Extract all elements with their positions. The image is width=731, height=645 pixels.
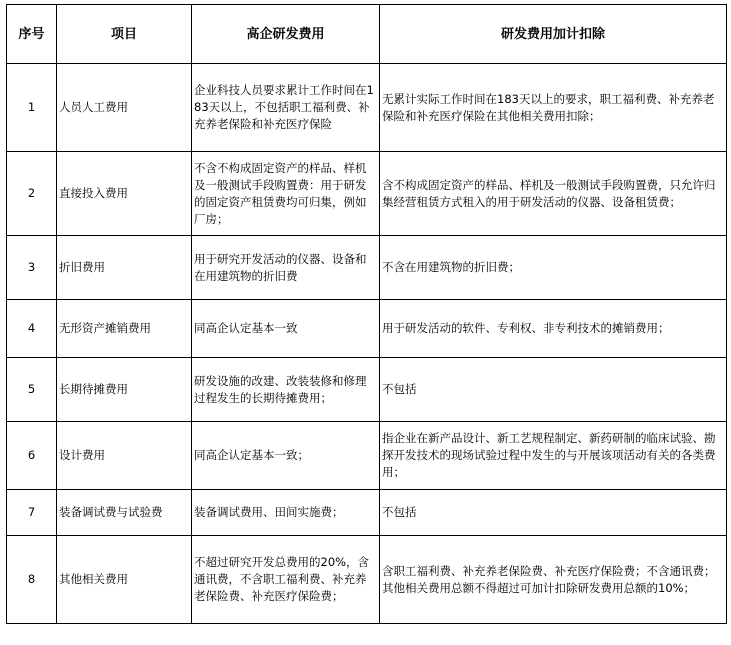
table-row (7, 300, 727, 358)
header-jiaji: 研发费用加计扣除 (380, 5, 727, 64)
row-item: 长期待摊费用 (57, 358, 192, 422)
row-number: 8 (7, 536, 57, 624)
row-jiaji: 用于研发活动的软件、专利权、非专利技术的摊销费用； (380, 300, 727, 358)
row-item: 无形资产摊销费用 (57, 300, 192, 358)
header-item: 项目 (57, 5, 192, 64)
row-jiaji: 不包括 (380, 358, 727, 422)
row-number: 4 (7, 300, 57, 358)
row-gaoqi: 装备调试费用、田间实施费； (192, 490, 380, 536)
row-gaoqi: 不含不构成固定资产的样品、样机及一般测试手段购置费：用于研发的固定资产租赁费均可归集，例如厂房； (192, 152, 380, 236)
row-gaoqi: 同高企认定基本一致； (192, 422, 380, 490)
table-row (7, 236, 727, 300)
header-row (7, 5, 727, 64)
table-row (7, 422, 727, 490)
header-no: 序号 (7, 5, 57, 64)
table-row (7, 536, 727, 624)
row-number: 7 (7, 490, 57, 536)
row-gaoqi: 用于研究开发活动的仪器、设备和在用建筑物的折旧费 (192, 236, 380, 300)
row-jiaji: 不含在用建筑物的折旧费； (380, 236, 727, 300)
header-gaoqi: 高企研发费用 (192, 5, 380, 64)
row-jiaji: 含不构成固定资产的样品、样机及一般测试手段购置费，只允许归集经营租赁方式租入的用于研发活动的仪器、设备租赁费； (380, 152, 727, 236)
row-gaoqi: 企业科技人员要求累计工作时间在183天以上，不包括职工福利费、补充养老保险和补充医疗保险 (192, 64, 380, 152)
row-gaoqi: 同高企认定基本一致 (192, 300, 380, 358)
row-item: 其他相关费用 (57, 536, 192, 624)
row-gaoqi: 研发设施的改建、改装装修和修理过程发生的长期待摊费用； (192, 358, 380, 422)
row-gaoqi: 不超过研究开发总费用的20%，含通讯费，不含职工福利费、补充养老保险费、补充医疗保险费； (192, 536, 380, 624)
row-number: 5 (7, 358, 57, 422)
row-number: 3 (7, 236, 57, 300)
row-jiaji: 指企业在新产品设计、新工艺规程制定、新药研制的临床试验、勘探开发技术的现场试验过程中发生的与开展该项活动有关的各类费用； (380, 422, 727, 490)
row-number: 1 (7, 64, 57, 152)
row-item: 直接投入费用 (57, 152, 192, 236)
table-row (7, 152, 727, 236)
row-item: 装备调试费与试验费 (57, 490, 192, 536)
table-row (7, 358, 727, 422)
table-row (7, 64, 727, 152)
row-jiaji: 不包括 (380, 490, 727, 536)
row-jiaji: 无累计实际工作时间在183天以上的要求，职工福利费、补充养老保险和补充医疗保险在其他相关费用扣除； (380, 64, 727, 152)
table-row (7, 490, 727, 536)
row-item: 人员人工费用 (57, 64, 192, 152)
row-number: 6 (7, 422, 57, 490)
comparison-table (6, 4, 727, 624)
row-item: 设计费用 (57, 422, 192, 490)
row-jiaji: 含职工福利费、补充养老保险费、补充医疗保险费；不含通讯费；其他相关费用总额不得超过可加计扣除研发费用总额的10%； (380, 536, 727, 624)
row-number: 2 (7, 152, 57, 236)
row-item: 折旧费用 (57, 236, 192, 300)
